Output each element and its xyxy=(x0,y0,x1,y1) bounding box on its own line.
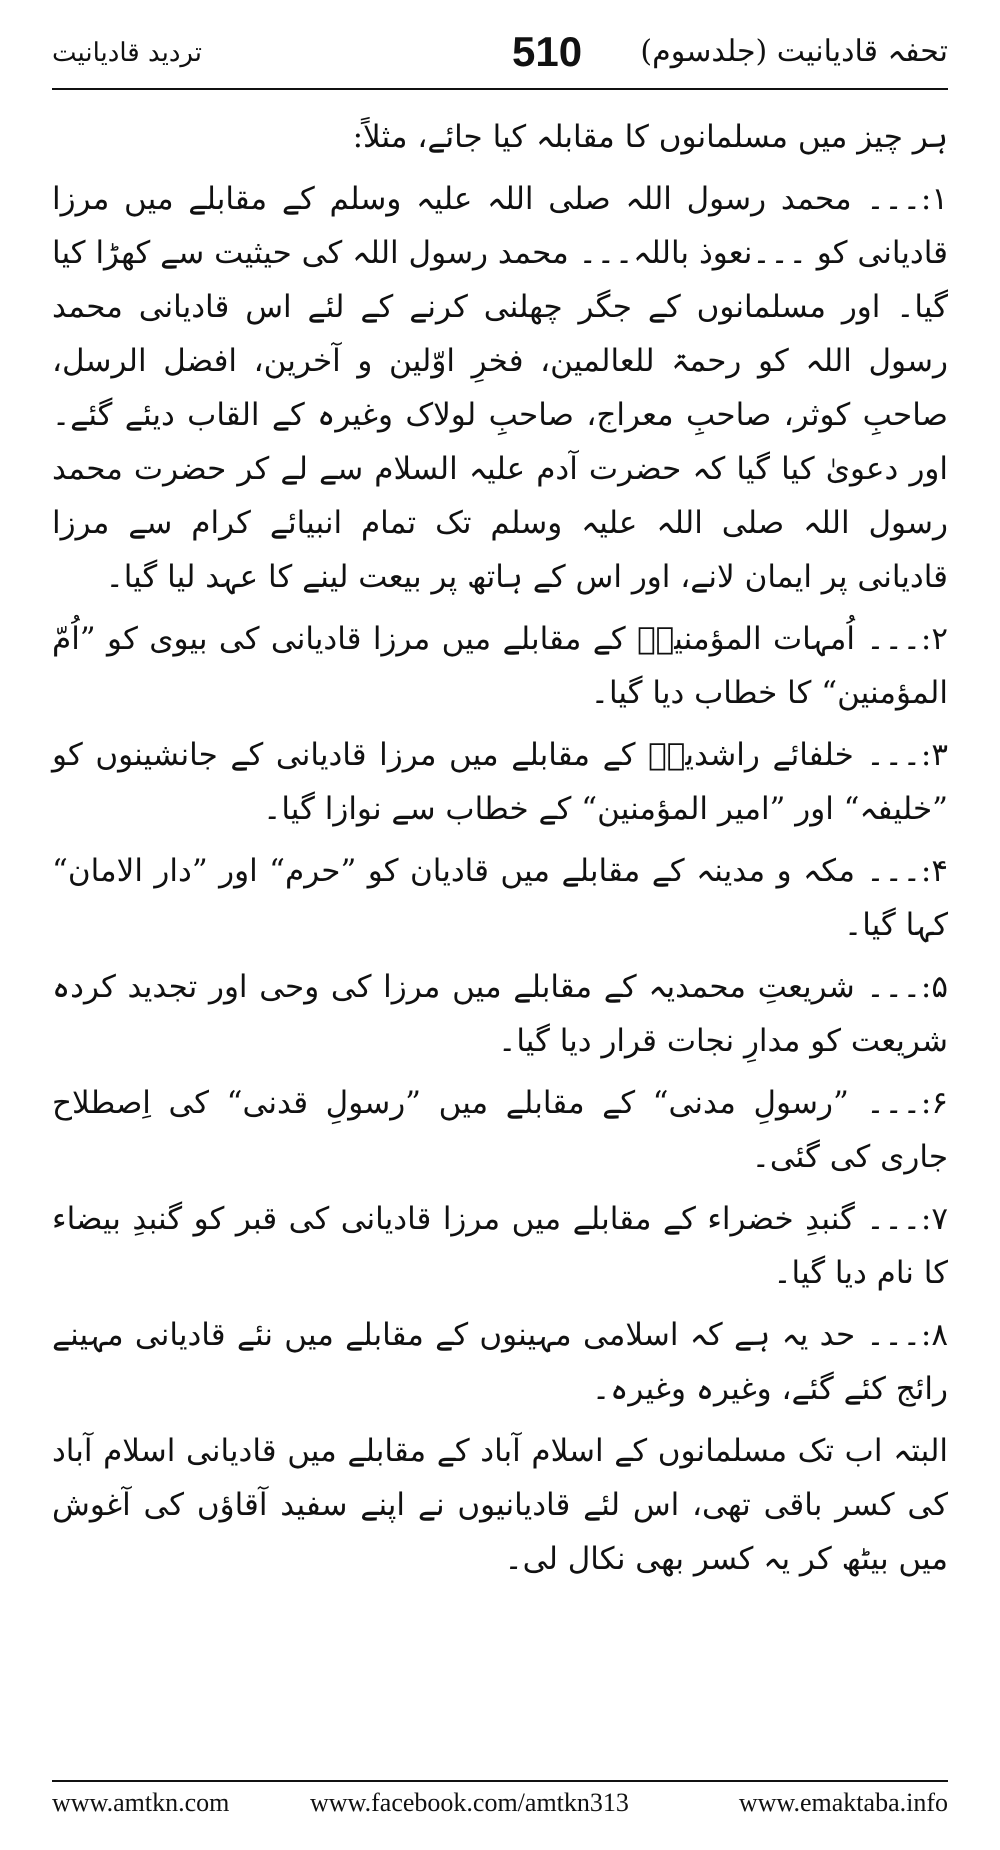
book-title: تحفہ قادیانیت (جلدسوم) xyxy=(640,34,948,69)
page-footer xyxy=(52,1788,948,1828)
paragraph-intro: ہر چیز میں مسلمانوں کا مقابلہ کیا جائے، مثلاً: xyxy=(352,119,948,155)
footer-link-emaktaba[interactable]: www.emaktaba.info xyxy=(738,1788,948,1817)
paragraph-item-6: ۶:۔۔۔ ”رسولِ مدنی“ کے مقابلے میں ”رسولِ قدنی“ کی اِصطلاح جاری کی گئی۔ xyxy=(52,1085,948,1175)
page-body xyxy=(52,110,948,1594)
footer-link-facebook[interactable]: www.facebook.com/amtkn313 xyxy=(310,1788,629,1817)
paragraph-item-5: ۵:۔۔۔ شریعتِ محمدیہ کے مقابلے میں مرزا کی وحی اور تجدید کردہ شریعت کو مدارِ نجات قرار دیا گیا۔ xyxy=(52,969,948,1059)
page-number: 510 xyxy=(512,28,583,75)
paragraph-item-2: ۲:۔۔۔ اُمہات المؤمنینؓ کے مقابلے میں مرزا قادیانی کی بیوی کو ”اُمّ المؤمنین“ کا خطاب دیا گیا۔ xyxy=(52,621,948,711)
paragraph-item-4: ۴:۔۔۔ مکہ و مدینہ کے مقابلے میں قادیان کو ”حرم“ اور ”دار الامان“ کہا گیا۔ xyxy=(52,853,948,943)
paragraph-item-8: ۸:۔۔۔ حد یہ ہے کہ اسلامی مہینوں کے مقابلے میں نئے قادیانی مہینے رائج کئے گئے، وغیرہ وغیرہ۔ xyxy=(52,1317,948,1407)
footer-link-amtkn[interactable]: www.amtkn.com xyxy=(52,1788,230,1817)
section-title: تردید قادیانیت xyxy=(52,38,203,68)
paragraph-item-1: ۱:۔۔۔ محمد رسول اللہ صلی اللہ علیہ وسلم کے مقابلے میں مرزا قادیانی کو ۔۔۔نعوذ باللہ۔۔۔ محمد رسول اللہ کی حیثیت سے کھڑا کیا گیا۔ اور مسلمانوں کے جگر چھلنی کرنے کے لئے اس قادیانی محمد رسول اللہ کو رحمۃ للعالمین، فخرِ اوّلین و آخرین، افضل الرسل، صاحبِ کوثر، صاحبِ معراج، صاحبِ لولاک وغیرہ کے القاب دیئے گئے۔ اور دعویٰ کیا گیا کہ حضرت آدم علیہ السلام سے لے کر حضرت محمد رسول اللہ صلی اللہ علیہ وسلم تک تمام انبیائے کرام سے مرزا قادیانی پر ایمان لانے، اور اس کے ہاتھ پر بیعت لینے کا عہد لیا گیا۔ xyxy=(52,181,949,595)
paragraph-item-7: ۷:۔۔۔ گنبدِ خضراء کے مقابلے میں مرزا قادیانی کی قبر کو گنبدِ بیضاء کا نام دیا گیا۔ xyxy=(52,1201,948,1291)
footer-divider xyxy=(52,1780,948,1782)
paragraph-conclusion: البتہ اب تک مسلمانوں کے اسلام آباد کے مقابلے میں قادیانی اسلام آباد کی کسر باقی تھی، اس لئے قادیانیوں نے اپنے سفید آقاؤں کی آغوش میں بیٹھ کر یہ کسر بھی نکال لی۔ xyxy=(52,1433,948,1577)
paragraph-item-3: ۳:۔۔۔ خلفائے راشدینؓ کے مقابلے میں مرزا قادیانی کے جانشینوں کو ”خلیفہ“ اور ”امیر المؤمنین“ کے خطاب سے نوازا گیا۔ xyxy=(52,737,948,827)
page-header xyxy=(52,28,948,84)
header-divider xyxy=(52,88,948,90)
